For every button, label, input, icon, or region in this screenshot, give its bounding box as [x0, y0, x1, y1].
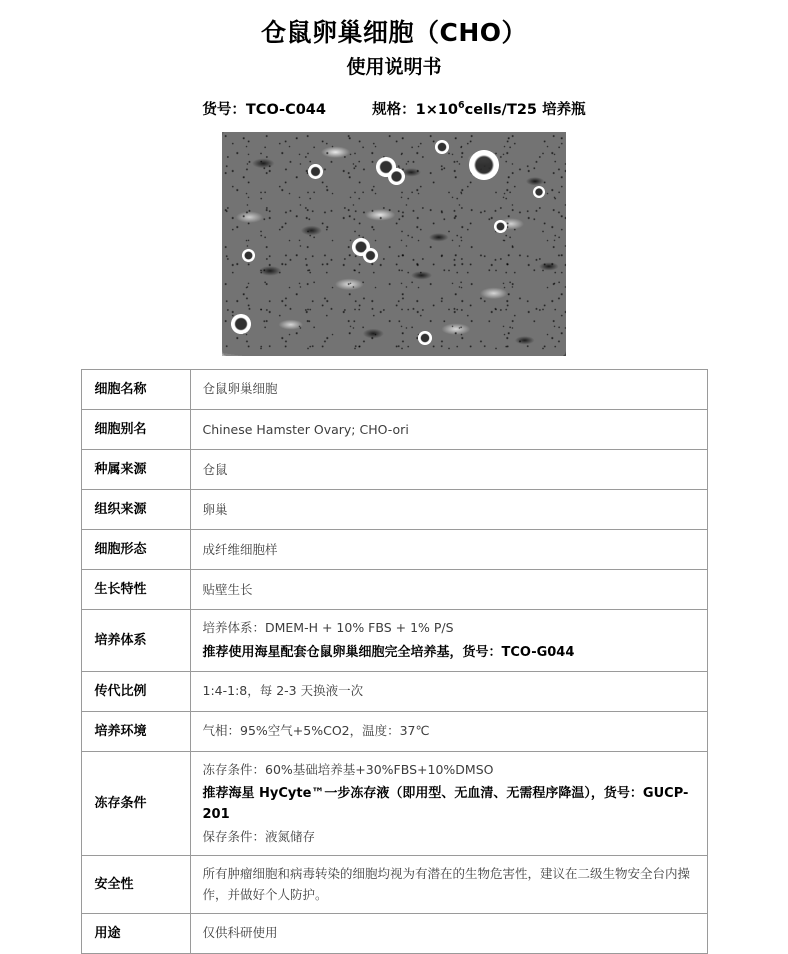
figure-container	[0, 132, 788, 356]
rounded-cell-halo	[533, 186, 545, 198]
row-value	[190, 856, 707, 914]
rounded-cell-halo	[469, 150, 499, 180]
value-line: 气相：95%空气+5%CO2，温度：37℃	[202, 723, 430, 739]
table-row	[81, 530, 707, 570]
table-row	[81, 490, 707, 530]
rounded-cell-halo	[231, 314, 251, 334]
row-value	[190, 711, 707, 751]
row-value	[190, 570, 707, 610]
rounded-cell-halo	[494, 220, 507, 233]
table-row	[81, 711, 707, 751]
value-line: Chinese Hamster Ovary; CHO-ori	[202, 421, 409, 437]
table-row	[81, 671, 707, 711]
value-line: 保存条件：液氮储存	[202, 829, 316, 845]
table-row	[81, 570, 707, 610]
value-line: 仅供科研使用	[202, 925, 278, 941]
row-value	[190, 751, 707, 856]
row-label: 生长特性	[81, 570, 190, 610]
row-value	[190, 671, 707, 711]
rounded-cell-halo	[308, 164, 323, 179]
value-line: 仓鼠	[202, 461, 228, 477]
row-label: 安全性	[81, 856, 190, 914]
spec-exponent: 6	[458, 100, 465, 112]
row-label: 培养体系	[81, 610, 190, 671]
value-line: 贴壁生长	[202, 581, 253, 597]
specification-table	[81, 369, 708, 954]
table-row	[81, 913, 707, 953]
catalog-number: 货号：TCO-C044	[202, 102, 326, 119]
value-line: 冻存条件：60%基础培养基+30%FBS+10%DMSO	[202, 761, 494, 777]
table-row	[81, 370, 707, 410]
value-line: 1:4-1:8，每 2-3 天换液一次	[202, 683, 364, 699]
value-line: 所有肿瘤细胞和病毒转染的细胞均视为有潜在的生物危害性，建议在二级生物安全台内操作，并做好个人防护。	[202, 866, 691, 902]
row-label: 种属来源	[81, 450, 190, 490]
row-label: 细胞名称	[81, 370, 190, 410]
row-label: 细胞形态	[81, 530, 190, 570]
table-row	[81, 410, 707, 450]
row-label: 组织来源	[81, 490, 190, 530]
table-row	[81, 610, 707, 671]
row-label: 细胞别名	[81, 410, 190, 450]
row-value	[190, 530, 707, 570]
value-line-highlight: 推荐使用海星配套仓鼠卵巢细胞完全培养基，货号：TCO-G044	[202, 644, 575, 660]
value-line-highlight: 推荐海星 HyCyte™一步冻存液（即用型、无血清、无需程序降温），货号：GUCP-201	[202, 786, 689, 823]
page-subtitle: 使用说明书	[346, 55, 442, 78]
page-title: 仓鼠卵巢细胞（CHO）	[260, 18, 528, 47]
row-value	[190, 450, 707, 490]
row-label: 用途	[81, 913, 190, 953]
rounded-cell-halo	[242, 249, 255, 262]
header-meta-line	[0, 79, 788, 120]
table-row	[81, 751, 707, 856]
rounded-cell-halo	[388, 168, 405, 185]
specification-table-body	[81, 370, 707, 954]
value-line: 成纤维细胞样	[202, 541, 278, 557]
value-line: 培养体系：DMEM-H + 10% FBS + 1% P/S	[202, 620, 454, 636]
rounded-cell-halo	[363, 248, 378, 263]
row-label: 冻存条件	[81, 751, 190, 856]
spec-prefix: 规格：1×10	[372, 102, 459, 119]
rounded-cell-halo	[418, 331, 432, 345]
value-line: 仓鼠卵巢细胞	[202, 381, 278, 397]
row-label: 传代比例	[81, 671, 190, 711]
specification	[372, 102, 585, 118]
value-line: 卵巢	[202, 501, 228, 517]
row-value	[190, 610, 707, 671]
specification-table-container	[81, 369, 708, 954]
rounded-cell-halo	[435, 140, 449, 154]
table-row	[81, 856, 707, 914]
row-value	[190, 913, 707, 953]
spec-suffix: cells/T25 培养瓶	[464, 102, 586, 119]
table-row	[81, 450, 707, 490]
row-value	[190, 410, 707, 450]
row-label: 培养环境	[81, 711, 190, 751]
row-value	[190, 490, 707, 530]
cell-micrograph-image	[222, 132, 566, 356]
row-value	[190, 370, 707, 410]
